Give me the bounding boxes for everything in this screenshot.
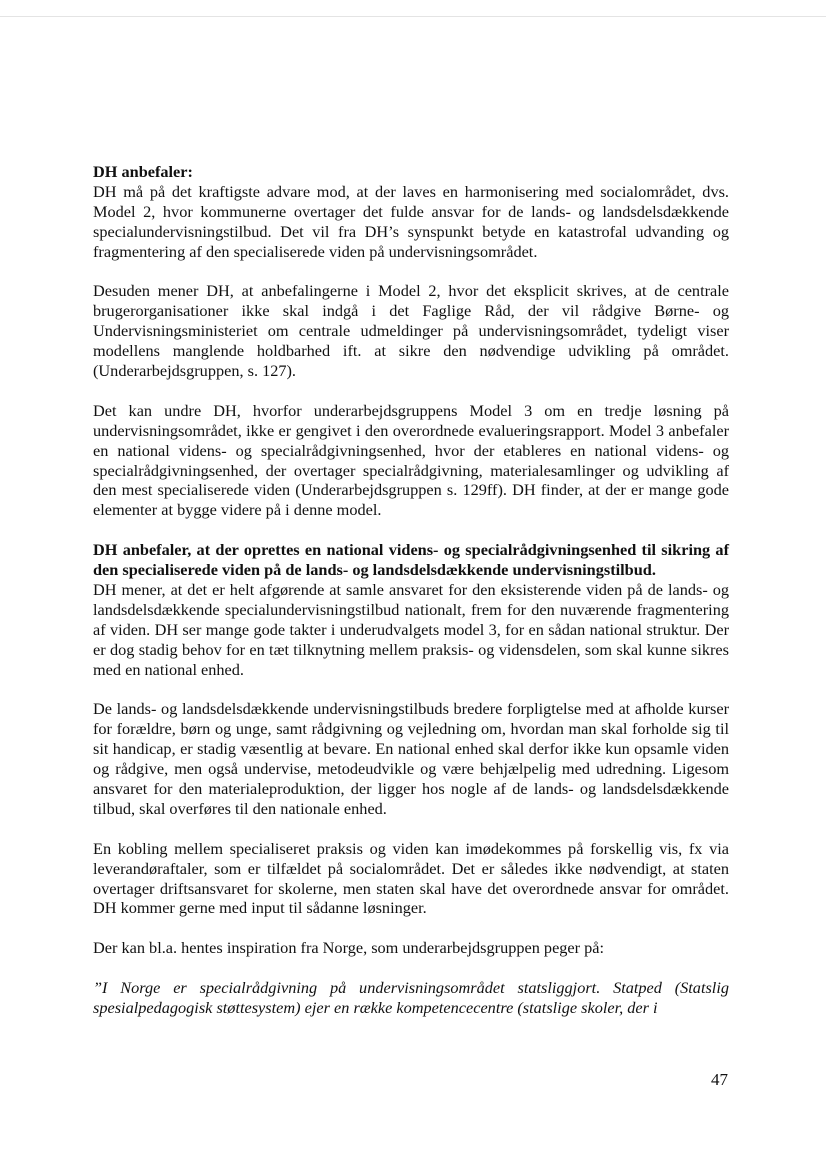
recommendation-heading-1: DH anbefaler:	[93, 162, 193, 181]
document-body	[93, 162, 729, 1038]
recommendation-heading-2: DH anbefaler, at der oprettes en national videns- og specialrådgivningsenhed til sikring af den specialiserede viden på de lands- og landsdelsdækkende undervisningstilbud.	[93, 540, 729, 580]
scan-top-edge	[0, 16, 826, 17]
section-1	[93, 162, 729, 262]
paragraph-norge-intro: Der kan bl.a. hentes inspiration fra Norge, som underarbejdsgruppen peger på:	[93, 938, 605, 958]
paragraph-leverandoraftaler: En kobling mellem specialiseret praksis og viden kan imødekommes på forskellig vis, fx via leverandøraftaler, som er tilfældet på socialområdet. Det er således ikke nødvendigt, at staten overtager driftsansvaret for skolerne, men staten skal have det overordnede ansvar for området. DH kommer gerne med input til sådanne løsninger.	[93, 838, 729, 918]
paragraph-faglige-raad: Desuden mener DH, at anbefalingerne i Model 2, hvor det eksplicit skrives, at de centrale brugerorganisationer ikke skal indgå i det Faglige Råd, der vil rådgive Børne- og Undervisningsministeriet om centrale udmeldinger på undervisningsområdet, tydeligt viser modellens manglende holdbarhed ift. at sikre den nødvendige udvikling på området. (Underarbejdsgruppen, s. 127).	[93, 281, 729, 381]
paragraph-harmonisering: DH må på det kraftigste advare mod, at der laves en harmonisering med socialområdet, dvs. Model 2, hvor kommunerne overtager det fulde ansvar for de lands- og landsdelsdækkende specialundervisningstilbud. Det vil fra DH’s synspunkt betyde en katastrofal udvanding og fragmentering af den specialiserede viden på undervisningsområdet.	[93, 181, 729, 261]
paragraph-national-ansvar: DH mener, at det er helt afgørende at samle ansvaret for den eksisterende viden på de lands- og landsdelsdækkende specialundervisningstilbud nationalt, frem for den nuværende fragmentering af viden. DH ser mange gode takter i underudvalgets model 3, for en sådan national struktur. Der er dog stadig behov for en tæt tilknytning mellem praksis- og vidensdelen, som skal kunne sikres med en national enhed.	[93, 579, 729, 679]
page-number: 47	[711, 1070, 728, 1089]
paragraph-model-3: Det kan undre DH, hvorfor underarbejdsgruppens Model 3 om en tredje løsning på undervisningsområdet, ikke er gengivet i den overordnede evalueringsrapport. Model 3 anbefaler en national videns- og specialrådgivningsenhed, hvor der etableres en national videns- og specialrådgivningsenhed, der overtager specialrådgivning, materialesamlinger og udvikling af den mest specialiserede viden (Underarbejdsgruppen s. 129ff). DH finder, at der er mange gode elementer at bygge videre på i denne model.	[93, 400, 729, 520]
quote-norge: ”I Norge er specialrådgivning på undervisningsområdet statsliggjort. Statped (Statslig spesialpedagogisk støttesystem) ejer en række kompetencecentre (statslige skoler, der i	[93, 978, 729, 1017]
section-2	[93, 540, 729, 679]
paragraph-national-enhed: De lands- og landsdelsdækkende undervisningstilbuds bredere forpligtelse med at afholde kurser for forældre, børn og unge, samt rådgivning og vejledning om, hvordan man skal forholde sig til sit handicap, er stadig væsentlig at bevare. En national enhed skal derfor ikke kun opsamle viden og rådgive, men også undervise, metodeudvikle og være behjælpelig med udredning. Ligesom ansvaret for den materialeproduktion, der ligger hos nogle af de lands- og landsdelsdækkende tilbud, skal overføres til den nationale enhed.	[93, 699, 729, 818]
